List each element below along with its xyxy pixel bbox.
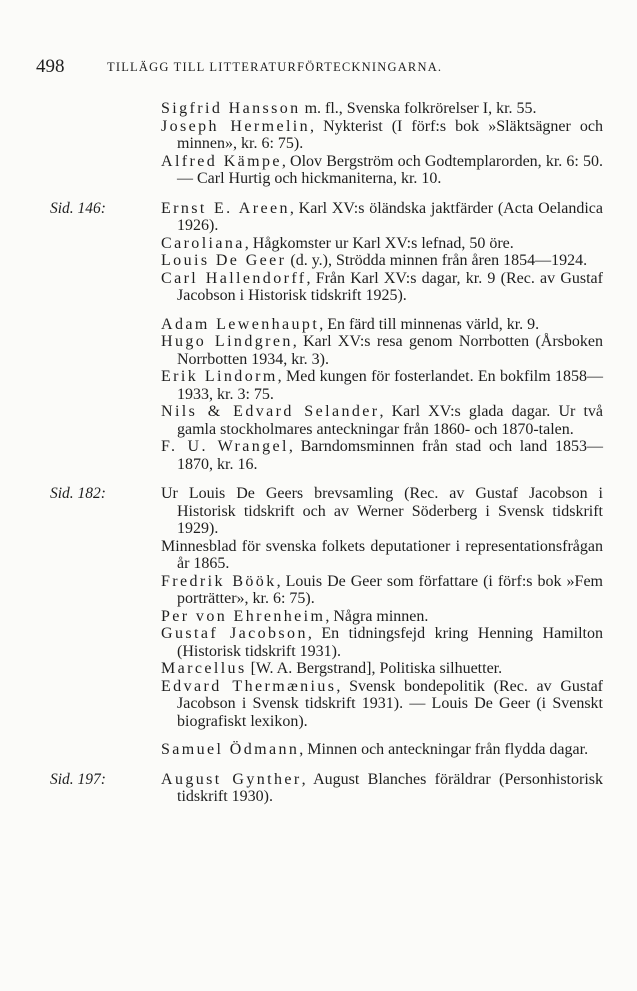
bibliography-entry — [161, 118, 603, 153]
section — [0, 100, 637, 188]
bibliography-entry — [161, 252, 603, 270]
entry-author: Caroliana — [161, 234, 245, 252]
bibliography-entry — [161, 403, 603, 438]
entry-text: , Barndomsminnen från stad och land 1853—1870, kr. 16. — [177, 438, 603, 473]
entry-gap — [0, 305, 637, 316]
entry-text: , En tidningsfejd kring Henning Hamilton (Historisk tidskrift 1931). — [177, 625, 603, 660]
entry-author: Joseph Hermelin — [161, 117, 311, 135]
entry-text: , Karl XV:s resa genom Norrbotten (Årsboken Norrbotten 1934, kr. 3). — [177, 333, 603, 368]
entry-author: Erik Lindorm — [161, 368, 278, 385]
entry-text: , Med kungen för fosterlandet. En bokfilm 1858—1933, kr. 3: 75. — [177, 368, 604, 403]
bibliography-entry — [161, 333, 603, 368]
section-label: Sid. 146: — [50, 199, 106, 217]
bibliography-entry — [161, 485, 603, 538]
entry-text: , Louis De Geer som författare (i förf:s bok »Fem porträtter», kr. 6: 75). — [177, 572, 603, 607]
bibliography-entry — [161, 368, 603, 403]
entry-author: Marcellus — [161, 660, 247, 677]
entry-text: , Från Karl XV:s dagar, kr. 9 (Rec. av Gustaf Jacobson i Historisk tidskrift 1925). — [177, 269, 603, 304]
entry-author: Hugo Lindgren — [161, 333, 293, 350]
entry-author: Samuel Ödmann — [161, 741, 300, 758]
bibliography-entry — [161, 100, 603, 118]
section-label: Sid. 197: — [50, 770, 106, 788]
entry-text: Minnesblad för svenska folkets deputationer i representationsfrågan år 1865. — [161, 537, 603, 572]
bibliography-entry — [161, 153, 603, 188]
entry-text: , Minnen och anteckningar från flydda dagar. — [299, 741, 589, 758]
entry-text: , Hågkomster ur Karl XV:s lefnad, 50 öre. — [244, 234, 514, 252]
section-label: Sid. 182: — [50, 485, 106, 502]
entry-text: , Karl XV:s öländska jaktfärder (Acta Oelandica 1926). — [177, 199, 603, 234]
bibliography-entry — [161, 235, 603, 253]
bibliography-entry — [161, 678, 603, 731]
bibliography-entry — [161, 741, 603, 759]
entry-author: Ernst E. Areen — [161, 199, 290, 217]
bibliography-entry — [161, 538, 603, 573]
bibliography-entry — [161, 660, 603, 678]
entry-author: August Gynther — [161, 770, 302, 788]
page-header — [36, 56, 606, 80]
entry-gap — [0, 730, 637, 741]
entry-text: (d. y.), Strödda minnen från åren 1854—1924. — [286, 252, 588, 269]
bibliography-entry — [161, 438, 603, 473]
section-gap — [0, 759, 637, 771]
bibliography-list — [0, 100, 637, 806]
section — [0, 771, 637, 806]
bibliography-entry — [161, 200, 603, 235]
entry-author: Adam Lewenhaupt — [161, 315, 320, 333]
entry-author: F. U. Wrangel — [161, 438, 289, 455]
bibliography-entry — [161, 316, 603, 334]
entry-text: m. fl., Svenska folkrörelser I, kr. 55. — [300, 100, 537, 117]
entry-author: Sigfrid Hansson — [161, 100, 301, 117]
entry-author: Per von Ehrenheim — [161, 607, 326, 625]
entry-author: Gustaf Jacobson — [161, 625, 308, 642]
entry-author: Alfred Kämpe — [161, 152, 282, 170]
entry-author: Edvard Thermænius — [161, 677, 337, 695]
entry-text: , Svensk bondepolitik (Rec. av Gustaf Jacobson i Svensk tidskrift 1931). — Louis De Geer (i Svenskt biografiskt lexikon). — [177, 677, 603, 730]
entry-text: , August Blanches föräldrar (Personhistorisk tidskrift 1930). — [177, 770, 604, 805]
entry-text: Ur Louis De Geers brevsamling (Rec. av Gustaf Jacobson i Historisk tidskrift och av Werner Söderberg i Svensk tidskrift 1929). — [161, 485, 603, 537]
entry-text: , Några minnen. — [325, 607, 429, 625]
bibliography-entry — [161, 608, 603, 626]
entry-text: , Nykterist (I förf:s bok »Släktsägner och minnen», kr. 6: 75). — [177, 117, 604, 152]
entry-author: Louis De Geer — [161, 252, 287, 269]
section — [0, 200, 637, 474]
running-title: TILLÄGG TILL LITTERATURFÖRTECKNINGARNA. — [107, 60, 443, 74]
entry-text: [W. A. Bergstrand], Politiska silhuetter. — [246, 660, 503, 677]
section-gap — [0, 473, 637, 485]
entry-author: Nils & Edvard Selander — [161, 403, 380, 420]
bibliography-entry — [161, 270, 603, 305]
entry-author: Carl Hallendorff — [161, 269, 307, 287]
entry-text: , Olov Bergström och Godtemplarorden, kr. 6: 50. — Carl Hurtig och hickmaniterna, kr. 10. — [177, 152, 603, 187]
entry-author: Fredrik Böök — [161, 572, 277, 590]
section — [0, 485, 637, 759]
page-number: 498 — [36, 56, 65, 77]
entry-text: , En färd till minnenas värld, kr. 9. — [319, 315, 540, 333]
bibliography-entry — [161, 573, 603, 608]
bibliography-entry — [161, 625, 603, 660]
entry-text: , Karl XV:s glada dagar. Ur två gamla stockholmares anteckningar från 1860- och 1870-talen. — [177, 403, 603, 438]
bibliography-entry — [161, 771, 603, 806]
section-gap — [0, 188, 637, 200]
